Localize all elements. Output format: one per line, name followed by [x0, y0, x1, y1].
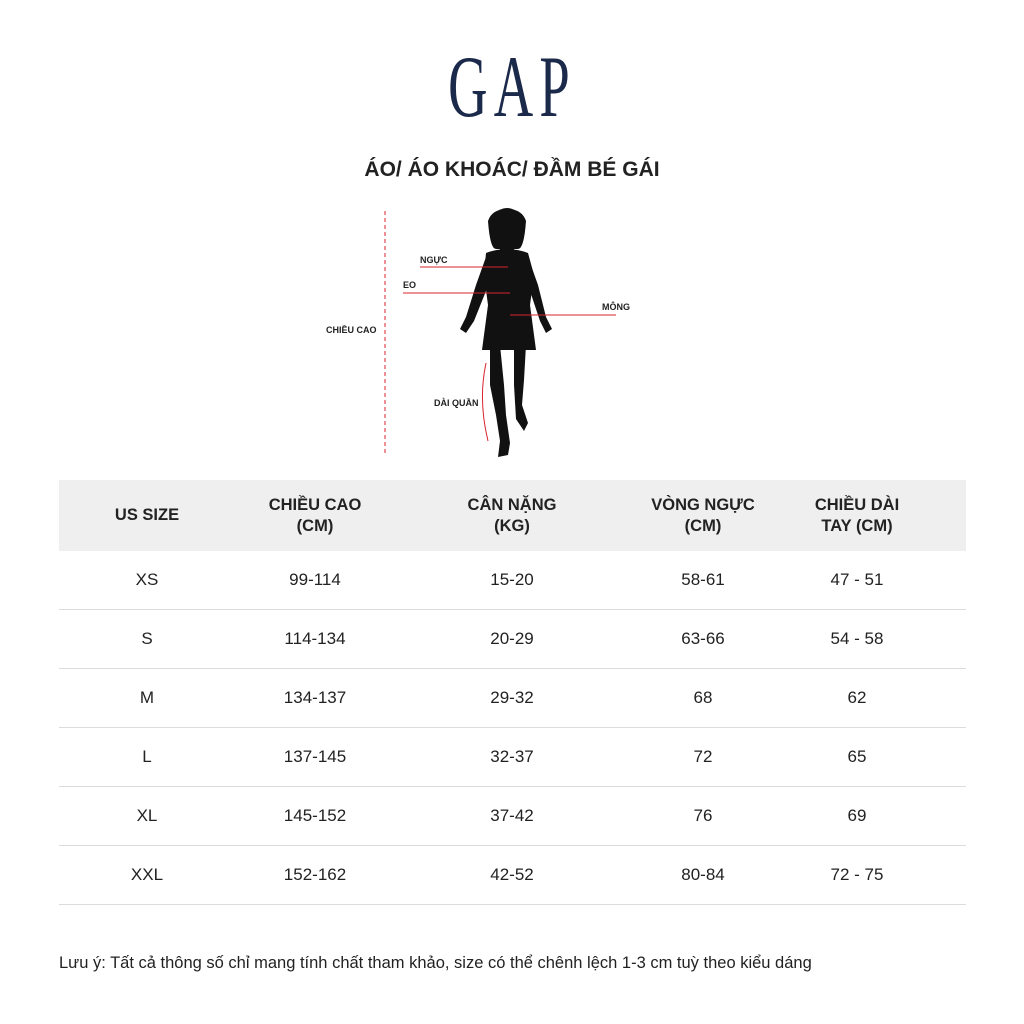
page-title: ÁO/ ÁO KHOÁC/ ĐẦM BÉ GÁI — [364, 158, 660, 181]
table-cell: L — [142, 747, 152, 766]
table-cell: 47 - 51 — [830, 570, 884, 589]
size-chart-table — [59, 480, 966, 905]
gap-logo: GAP — [448, 39, 576, 136]
table-cell: 114-134 — [284, 629, 346, 648]
table-cell: 69 — [847, 806, 867, 825]
girl-silhouette-figure — [300, 205, 660, 465]
table-cell: 72 - 75 — [830, 865, 884, 884]
table-row — [59, 846, 966, 905]
table-row — [59, 610, 966, 669]
table-cell: 58-61 — [681, 570, 725, 589]
header-height: CHIỀU CAO (CM) — [268, 495, 362, 535]
table-cell: XS — [135, 570, 159, 589]
table-cell: XXL — [130, 865, 164, 884]
table-cell: 32-37 — [490, 747, 534, 766]
table-cell: 29-32 — [490, 688, 534, 707]
table-cell: 62 — [847, 688, 867, 707]
table-cell: 99-114 — [289, 570, 341, 589]
table-body — [59, 551, 966, 905]
disclaimer-note: Lưu ý: Tất cả thông số chỉ mang tính chất tham khảo, size có thể chênh lệch 1-3 cm tuỳ theo kiểu dáng — [59, 954, 812, 972]
table-cell: 20-29 — [490, 629, 534, 648]
chest-label: NGỰC — [420, 255, 448, 265]
table-cell: 65 — [847, 747, 867, 766]
table-row — [59, 728, 966, 787]
silhouette — [460, 208, 552, 457]
header-us-size: US SIZE — [114, 506, 180, 524]
table-cell: 134-137 — [283, 688, 347, 707]
table-row — [59, 669, 966, 728]
table-cell: 72 — [693, 747, 713, 766]
table-cell: 145-152 — [283, 806, 347, 825]
waist-label: EO — [403, 280, 417, 290]
hip-label: MÔNG — [602, 302, 630, 312]
table-cell: 15-20 — [490, 570, 534, 589]
table-cell: 37-42 — [490, 806, 534, 825]
table-cell: 54 - 58 — [830, 629, 884, 648]
table-cell: M — [139, 688, 155, 707]
table-cell: S — [141, 629, 153, 648]
inseam-line — [482, 363, 488, 441]
table-cell: 80-84 — [681, 865, 725, 884]
height-label: CHIỀU CAO — [326, 325, 377, 335]
table-cell: 63-66 — [681, 629, 725, 648]
header-weight: CÂN NẶNG (KG) — [467, 495, 557, 535]
table-cell: XL — [136, 806, 158, 825]
table-cell: 68 — [693, 688, 713, 707]
measurement-diagram — [300, 205, 660, 465]
table-header — [59, 480, 966, 551]
table-row — [59, 551, 966, 610]
header-chest: VÒNG NGỰC (CM) — [651, 495, 755, 535]
table-row — [59, 787, 966, 846]
table-cell: 76 — [693, 806, 713, 825]
inseam-label: DÀI QUẦN — [434, 398, 479, 408]
table-cell: 42-52 — [490, 865, 534, 884]
table-cell: 152-162 — [283, 865, 347, 884]
table-cell: 137-145 — [283, 747, 347, 766]
header-sleeve-length: CHIỀU DÀI TAY (CM) — [814, 495, 900, 535]
